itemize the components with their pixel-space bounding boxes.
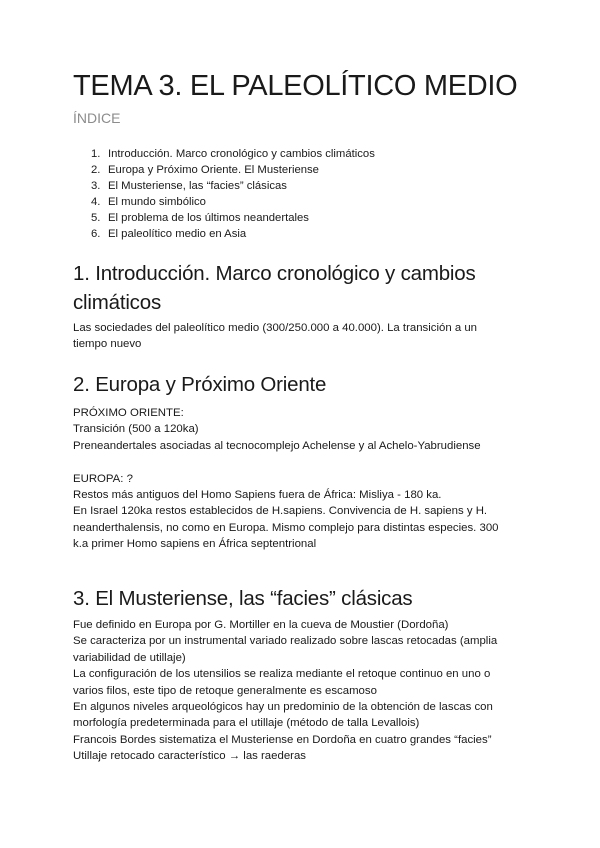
page-title: TEMA 3. EL PALEOLÍTICO MEDIO xyxy=(73,70,518,102)
section-heading-musteriense: 3. El Musteriense, las “facies” clásicas xyxy=(73,587,413,610)
toc-item[interactable]: 3. El Musteriense, las “facies” clásicas xyxy=(91,180,287,192)
section-body-europa: PRÓXIMO ORIENTE: Transición (500 a 120ka) Preneandertales asociadas al tecnocomplejo Achelense y al Achelo-Yabrudiense EUROPA: ? Restos más antiguos del Homo Sapiens fuera de África: Misliya - 180 ka. En Israel 120ka restos establecidos de H.sapiens. Convivencia de H. sapiens y H. neanderthalensis, no como en Europa. Mismo complejo para distintas especies. 300 k.a primer Homo sapiens en África septentrional xyxy=(73,407,499,551)
toc-item[interactable]: 5. El problema de los últimos neandertales xyxy=(91,212,309,224)
section-body-introduccion: Las sociedades del paleolítico medio (300/250.000 a 40.000). La transición a un tiempo nuevo xyxy=(73,322,478,351)
toc-item[interactable]: 2. Europa y Próximo Oriente. El Musteriense xyxy=(91,164,319,176)
section-body-musteriense: Fue definido en Europa por G. Mortiller en la cueva de Moustier (Dordoña) Se caracteriza por un instrumental variado realizado sobre lascas retocadas (amplia variabilidad de utillaje) La configuración de los utensilios se realiza mediante el retoque continuo en uno o varios filos, este tipo de retoque generalmente es escamoso En algunos niveles arqueológicos hay un predominio de la obtención de lascas con morfología predeterminada para el utillaje (método de talla Levallois) Francois Bordes sistematiza el Musteriense en Dordoña en cuatro grandes “facies” Utillaje retocado característico → las raederas xyxy=(73,619,498,763)
index-heading: ÍNDICE xyxy=(73,110,121,126)
section-heading-introduccion: 1. Introducción. Marco cronológico y cambios climáticos xyxy=(73,262,476,314)
toc-item[interactable]: 4. El mundo simbólico xyxy=(91,196,206,208)
table-of-contents xyxy=(91,146,375,242)
toc-item[interactable]: 1. Introducción. Marco cronológico y cambios climáticos xyxy=(91,148,375,160)
toc-item[interactable]: 6. El paleolítico medio en Asia xyxy=(91,228,247,240)
section-heading-europa: 2. Europa y Próximo Oriente xyxy=(73,373,327,396)
